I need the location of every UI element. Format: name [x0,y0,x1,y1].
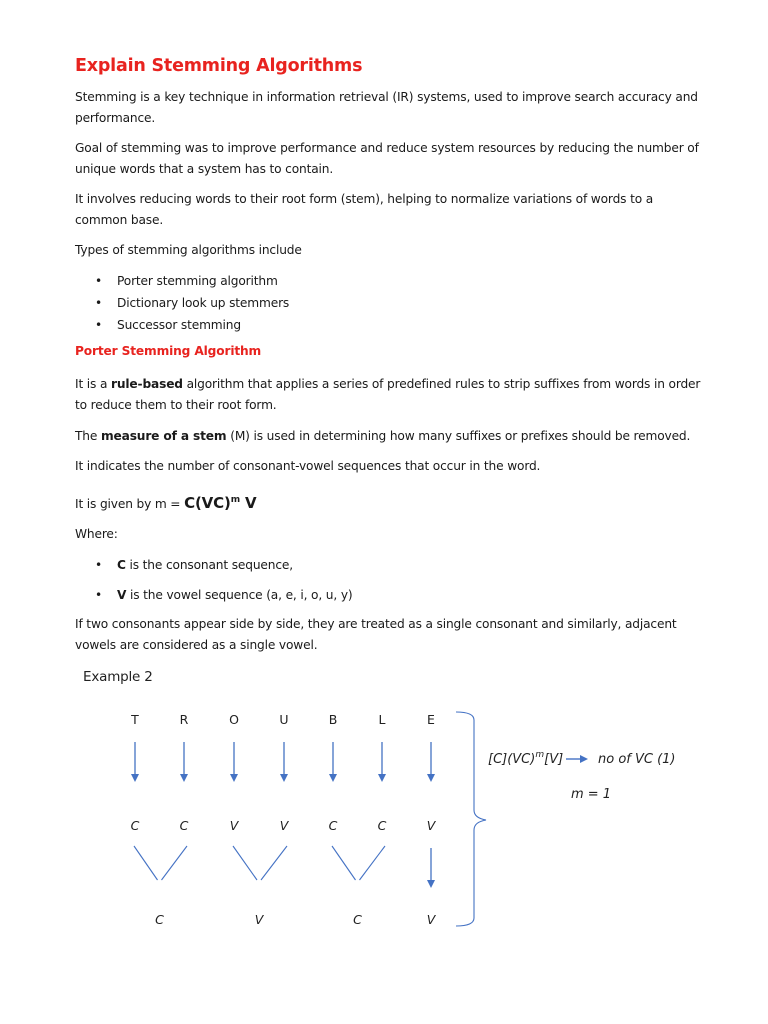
letter-type: V [229,818,239,833]
letter-u: U [279,712,289,727]
brace-icon [456,712,486,926]
paragraph-indicates: It indicates the number of consonant-vowel sequences that occur in the word. [75,459,541,473]
list-item-label: Successor stemming [117,318,241,332]
diagram-formula: [C](VC)$^m$[V] [488,750,564,767]
paragraph-types: Types of stemming algorithms include [75,243,302,257]
merged-type: C [155,912,164,927]
down-arrow-icon [329,742,337,782]
bullet-icon: • [95,558,103,572]
letter-type: V [279,818,289,833]
merge-line [261,846,287,880]
bullet-icon: • [95,296,103,310]
letter-type: C [130,818,140,833]
letter-b: B [328,712,338,727]
merge-line [332,846,356,880]
section-heading-porter: Porter Stemming Algorithm [75,344,262,358]
letter-type: C [377,818,387,833]
merged-type: V [254,912,264,927]
right-arrow-icon [566,755,588,763]
paragraph-rule-based: It is a rule-based algorithm that applies a series of predefined rules to strip suffixes from words in order to reduce them to their root form. [75,377,701,412]
paragraph-root-form: It involves reducing words to their root form (stem), helping to normalize variations of words to a common base. [75,192,654,227]
document-page: Explain Stemming Algorithms Stemming is a key technique in information retrieval (IR) systems, used to improve search accuracy and performance. Goal of stemming was to improve performance and reduce system resources by reducing the number of unique words that a system has to contain. It involves reducing words to their root form (stem), helping to normalize variations of words to a common base. Types of stemming algorithms include • Porter stemming algorithm • Dictionary look up stemmers • Successor stemming Porter Stemming Algorithm It is a rule-based algorithm that applies a series of predefined rules to strip suffixes from words in order to reduce them to their root form. The measure of a stem (M) is used in determining how many suffixes or prefixes should be removed. It indicates the number of consonant-vowel sequences that occur in the word. It is given by m = C(VC)$^m$ V Where: • C is the consonant sequence, • V is the vowel sequence (a, e, i, o, u, y) If two consonants appear side by side, they are treated as a single consonant and similarly, adjacent vowels are considered as a single vowel. Example 2 T R O U B L E C C V V C C V C V C V [C](VC)$^m$[V] no of VC (1) m = 1 [0,0,768,1024]
down-arrow-icon [427,742,435,782]
paragraph-measure: The measure of a stem (M) is used in determining how many suffixes or prefixes should be removed. [75,429,691,443]
merge-line [233,846,257,880]
letter-e: E [427,712,435,727]
page-title: Explain Stemming Algorithms [75,56,363,76]
down-arrow-icon [427,848,435,888]
down-arrow-icon [180,742,188,782]
down-arrow-icon [230,742,238,782]
example-diagram [70,660,692,950]
letter-o: O [229,712,239,727]
m-value: m = 1 [570,787,612,802]
letter-type: C [328,818,338,833]
merge-line [134,846,158,880]
letter-type: C [179,818,189,833]
bullet-icon: • [95,588,103,602]
list-item-label: Porter stemming algorithm [117,274,278,288]
vc-count: no of VC (1) [598,752,676,767]
list-item-label: Dictionary look up stemmers [117,296,290,310]
example-title: Example 2 [83,669,153,685]
paragraph-where: Where: [75,527,118,541]
paragraph-adjacent: If two consonants appear side by side, they are treated as a single consonant and similarly, adjacent vowels are considered as a single vowel. [75,617,677,652]
paragraph-goal: Goal of stemming was to improve performance and reduce system resources by reducing the number of unique words that a system has to contain. [75,141,699,176]
merge-line [360,846,386,880]
paragraph-intro: Stemming is a key technique in information retrieval (IR) systems, used to improve search accuracy and performance. [75,90,698,125]
merge-line [162,846,188,880]
letter-l: L [378,712,386,727]
down-arrow-icon [378,742,386,782]
bullet-icon: • [95,318,103,332]
example-figure [70,660,692,950]
paragraph-formula: It is given by m = C(VC)$^m$ V [75,494,257,512]
merged-type: C [353,912,362,927]
down-arrow-icon [280,742,288,782]
letter-type: V [426,818,436,833]
bullet-icon: • [95,274,103,288]
merged-type: V [426,912,436,927]
measure-formula: C(VC)$^m$ V [184,494,257,512]
down-arrow-icon [131,742,139,782]
letter-r: R [179,712,189,727]
letter-t: T [131,712,139,727]
